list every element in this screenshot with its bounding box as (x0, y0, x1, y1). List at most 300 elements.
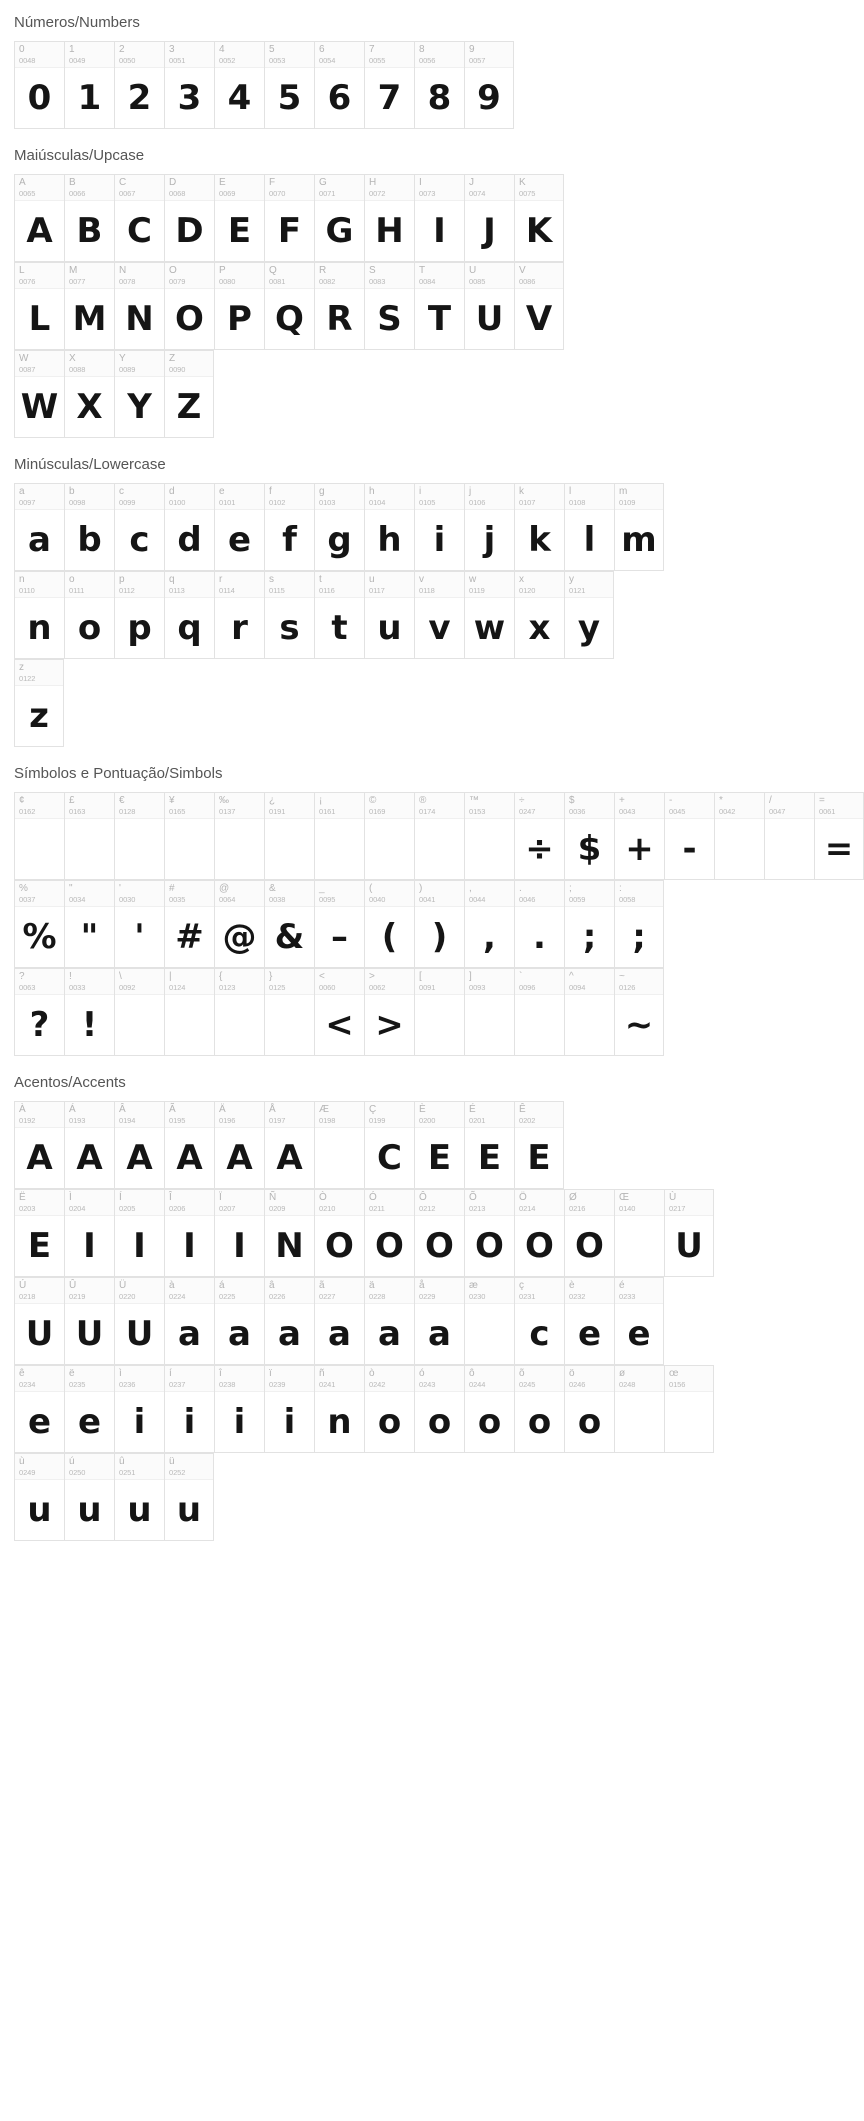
glyph-char-label: ä (369, 1280, 375, 1291)
glyph-meta (315, 263, 364, 289)
glyph-preview: O (425, 1226, 454, 1266)
glyph-cell[interactable] (414, 1101, 464, 1189)
glyph-preview (265, 995, 314, 1055)
glyph-cell[interactable] (364, 41, 414, 129)
glyph-cell[interactable] (214, 174, 264, 262)
glyph-preview: < (325, 1005, 354, 1045)
glyph-code-label: 0117 (369, 586, 385, 595)
glyph-row (14, 571, 614, 659)
glyph-cell[interactable] (364, 174, 414, 262)
glyph-preview: A (226, 1138, 253, 1178)
glyph-meta (315, 1190, 364, 1216)
glyph-cell[interactable] (114, 1453, 164, 1541)
glyph-char-label: u (369, 574, 375, 585)
glyph-meta (465, 42, 513, 68)
glyph-cell[interactable] (264, 262, 314, 350)
glyph-preview: E (477, 1138, 502, 1178)
glyph-code-label: 0073 (419, 189, 436, 198)
glyph-preview: $ (577, 829, 602, 869)
glyph-cell[interactable] (664, 1189, 714, 1277)
glyph-cell[interactable] (64, 1365, 114, 1453)
glyph-meta (315, 969, 364, 995)
glyph-preview: a (378, 1314, 401, 1354)
glyph-code-label: 0120 (519, 586, 536, 595)
glyph-meta (265, 572, 314, 598)
glyph-meta (265, 969, 314, 995)
glyph-cell[interactable] (114, 880, 164, 968)
glyph-char-label: € (119, 795, 125, 806)
glyph-preview: o (427, 1402, 452, 1442)
glyph-code-label: 0115 (269, 586, 285, 595)
glyph-char-label: Ú (19, 1280, 27, 1291)
glyph-meta (65, 881, 114, 907)
glyph-cell[interactable] (464, 41, 514, 129)
glyph-cell[interactable] (514, 1277, 564, 1365)
glyph-cell[interactable] (514, 1189, 564, 1277)
glyph-cell[interactable] (514, 262, 564, 350)
glyph-cell[interactable] (14, 1101, 64, 1189)
glyph-cell[interactable] (414, 792, 464, 880)
glyph-cell[interactable] (414, 968, 464, 1056)
glyph-cell[interactable] (414, 483, 464, 571)
glyph-code-label: 0230 (469, 1292, 486, 1301)
glyph-code-label: 0046 (519, 895, 536, 904)
glyph-cell[interactable] (164, 41, 214, 129)
glyph-meta (465, 1278, 514, 1304)
glyph-cell[interactable] (114, 1277, 164, 1365)
glyph-cell[interactable] (64, 1189, 114, 1277)
glyph-meta (465, 1102, 514, 1128)
glyph-cell[interactable] (364, 880, 414, 968)
glyph-cell[interactable] (514, 1365, 564, 1453)
glyph-grid (14, 1101, 703, 1541)
glyph-cell[interactable] (14, 880, 64, 968)
glyph-cell[interactable] (364, 483, 414, 571)
glyph-cell[interactable] (464, 792, 514, 880)
glyph-cell[interactable] (164, 262, 214, 350)
glyph-cell[interactable] (314, 880, 364, 968)
glyph-cell[interactable] (14, 1277, 64, 1365)
glyph-code-label: 0165 (169, 807, 186, 816)
glyph-cell[interactable] (314, 41, 364, 129)
glyph-cell[interactable] (14, 350, 64, 438)
glyph-cell[interactable] (464, 880, 514, 968)
glyph-cell[interactable] (264, 792, 314, 880)
glyph-cell[interactable] (214, 1277, 264, 1365)
glyph-cell[interactable] (14, 174, 64, 262)
glyph-cell[interactable] (214, 571, 264, 659)
glyph-code-label: 0224 (169, 1292, 186, 1301)
glyph-meta (465, 572, 514, 598)
glyph-cell[interactable] (214, 483, 264, 571)
glyph-meta (15, 572, 64, 598)
glyph-cell[interactable] (64, 1277, 114, 1365)
glyph-preview: C (127, 211, 152, 251)
glyph-cell[interactable] (614, 968, 664, 1056)
glyph-meta (315, 793, 364, 819)
glyph-cell[interactable] (364, 1365, 414, 1453)
glyph-cell[interactable] (264, 483, 314, 571)
glyph-cell[interactable] (314, 968, 364, 1056)
glyph-char-label: q (169, 574, 175, 585)
glyph-cell[interactable] (114, 792, 164, 880)
glyph-cell[interactable] (364, 968, 414, 1056)
glyph-cell[interactable] (214, 1189, 264, 1277)
glyph-cell[interactable] (414, 571, 464, 659)
glyph-meta (315, 1366, 364, 1392)
glyph-cell[interactable] (464, 968, 514, 1056)
glyph-cell[interactable] (114, 1365, 164, 1453)
glyph-char-label: $ (569, 795, 575, 806)
glyph-preview (615, 1216, 664, 1276)
glyph-char-label: . (519, 883, 522, 894)
glyph-cell[interactable] (114, 41, 164, 129)
glyph-cell[interactable] (514, 968, 564, 1056)
glyph-meta (465, 969, 514, 995)
glyph-cell[interactable] (164, 1453, 214, 1541)
glyph-preview: a (228, 1314, 251, 1354)
glyph-cell[interactable] (414, 880, 464, 968)
glyph-cell[interactable] (814, 792, 864, 880)
glyph-cell[interactable] (14, 1189, 64, 1277)
glyph-code-label: 0153 (469, 807, 486, 816)
glyph-preview: # (175, 917, 204, 957)
section-1 (0, 0, 661, 129)
glyph-cell[interactable] (614, 880, 664, 968)
glyph-cell[interactable] (164, 792, 214, 880)
glyph-char-label: # (169, 883, 175, 894)
glyph-meta (665, 793, 714, 819)
glyph-cell[interactable] (314, 792, 364, 880)
glyph-cell[interactable] (14, 41, 64, 129)
glyph-cell[interactable] (64, 174, 114, 262)
glyph-code-label: 0108 (569, 498, 586, 507)
glyph-preview: I (83, 1226, 96, 1266)
glyph-row (14, 41, 514, 129)
glyph-code-label: 0245 (519, 1380, 536, 1389)
glyph-cell[interactable] (464, 1277, 514, 1365)
glyph-cell[interactable] (564, 483, 614, 571)
glyph-cell[interactable] (364, 1277, 414, 1365)
glyph-preview (165, 995, 214, 1055)
glyph-cell[interactable] (264, 41, 314, 129)
glyph-cell[interactable] (64, 571, 114, 659)
glyph-cell[interactable] (564, 880, 614, 968)
glyph-cell[interactable] (264, 174, 314, 262)
glyph-code-label: 0033 (69, 983, 86, 992)
glyph-char-label: ú (69, 1456, 75, 1467)
glyph-cell[interactable] (314, 262, 364, 350)
glyph-char-label: _ (319, 883, 325, 894)
glyph-meta (415, 572, 464, 598)
glyph-code-label: 0075 (519, 189, 536, 198)
glyph-cell[interactable] (614, 1189, 664, 1277)
glyph-cell[interactable] (264, 968, 314, 1056)
glyph-cell[interactable] (164, 1365, 214, 1453)
glyph-cell[interactable] (114, 174, 164, 262)
glyph-cell[interactable] (164, 483, 214, 571)
glyph-char-label: c (119, 486, 124, 497)
glyph-cell[interactable] (414, 174, 464, 262)
glyph-code-label: 0241 (319, 1380, 336, 1389)
glyph-preview (315, 1128, 364, 1188)
glyph-char-label: { (219, 971, 223, 982)
glyph-cell[interactable] (164, 968, 214, 1056)
glyph-code-label: 0121 (569, 586, 586, 595)
glyph-cell[interactable] (764, 792, 814, 880)
glyph-cell[interactable] (514, 1101, 564, 1189)
glyph-char-label: Œ (619, 1192, 629, 1203)
glyph-preview: h (377, 520, 402, 560)
glyph-preview: u (176, 1490, 202, 1530)
glyph-code-label: 0091 (419, 983, 436, 992)
glyph-cell[interactable] (64, 350, 114, 438)
glyph-cell[interactable] (314, 483, 364, 571)
glyph-char-label: 9 (469, 44, 475, 55)
glyph-cell[interactable] (514, 571, 564, 659)
glyph-cell[interactable] (14, 483, 64, 571)
glyph-code-label: 0049 (69, 56, 86, 65)
glyph-cell[interactable] (414, 1189, 464, 1277)
glyph-cell[interactable] (264, 1189, 314, 1277)
glyph-char-label: > (369, 971, 375, 982)
glyph-preview: U (675, 1226, 703, 1266)
glyph-meta (15, 484, 64, 510)
glyph-cell[interactable] (464, 1189, 514, 1277)
glyph-meta (565, 1366, 614, 1392)
glyph-char-label: b (69, 486, 75, 497)
glyph-cell[interactable] (214, 262, 264, 350)
glyph-cell[interactable] (164, 174, 214, 262)
glyph-cell[interactable] (314, 1365, 364, 1453)
glyph-char-label: 0 (19, 44, 25, 55)
glyph-code-label: 0106 (469, 498, 486, 507)
glyph-cell[interactable] (464, 1365, 514, 1453)
glyph-cell[interactable] (214, 968, 264, 1056)
glyph-cell[interactable] (564, 968, 614, 1056)
glyph-cell[interactable] (214, 792, 264, 880)
glyph-cell[interactable] (264, 1365, 314, 1453)
glyph-row (14, 483, 664, 571)
glyph-char-label: @ (219, 883, 230, 894)
glyph-char-label: ` (519, 971, 523, 982)
glyph-cell[interactable] (214, 1101, 264, 1189)
glyph-cell[interactable] (164, 1101, 214, 1189)
glyph-meta (165, 1454, 213, 1480)
glyph-char-label: Í (119, 1192, 122, 1203)
glyph-cell[interactable] (364, 1189, 414, 1277)
glyph-cell[interactable] (264, 880, 314, 968)
glyph-cell[interactable] (464, 571, 514, 659)
glyph-cell[interactable] (114, 483, 164, 571)
glyph-preview: U (125, 1314, 154, 1354)
glyph-char-label: U (469, 265, 477, 276)
glyph-char-label: h (369, 486, 375, 497)
glyph-code-label: 0111 (69, 586, 85, 595)
glyph-cell[interactable] (64, 792, 114, 880)
glyph-cell[interactable] (614, 792, 664, 880)
glyph-char-label: Ç (369, 1104, 377, 1115)
glyph-cell[interactable] (214, 41, 264, 129)
glyph-code-label: 0090 (169, 365, 186, 374)
glyph-char-label: [ (419, 971, 422, 982)
glyph-cell[interactable] (414, 41, 464, 129)
glyph-cell[interactable] (214, 1365, 264, 1453)
glyph-row (14, 350, 214, 438)
glyph-char-label: Á (69, 1104, 76, 1115)
glyph-cell[interactable] (664, 1365, 714, 1453)
glyph-cell[interactable] (64, 1453, 114, 1541)
glyph-cell[interactable] (514, 792, 564, 880)
glyph-preview: a (428, 1314, 451, 1354)
glyph-cell[interactable] (164, 1277, 214, 1365)
glyph-cell[interactable] (64, 968, 114, 1056)
glyph-cell[interactable] (14, 262, 64, 350)
glyph-code-label: 0086 (519, 277, 536, 286)
glyph-code-label: 0217 (669, 1204, 686, 1213)
glyph-cell[interactable] (464, 262, 514, 350)
glyph-cell[interactable] (314, 1277, 364, 1365)
glyph-char-label: ñ (319, 1368, 325, 1379)
glyph-meta (115, 969, 164, 995)
glyph-meta (165, 175, 214, 201)
glyph-cell[interactable] (114, 1101, 164, 1189)
glyph-code-label: 0124 (169, 983, 186, 992)
glyph-meta (215, 793, 264, 819)
glyph-char-label: f (269, 486, 272, 497)
glyph-meta (415, 175, 464, 201)
glyph-cell[interactable] (314, 571, 364, 659)
glyph-char-label: - (669, 795, 673, 806)
glyph-cell[interactable] (414, 1277, 464, 1365)
glyph-code-label: 0104 (369, 498, 386, 507)
glyph-preview: M (72, 299, 107, 339)
glyph-char-label: ® (419, 795, 427, 806)
glyph-cell[interactable] (364, 571, 414, 659)
glyph-preview (465, 995, 514, 1055)
glyph-cell[interactable] (64, 483, 114, 571)
glyph-grid (14, 792, 854, 1056)
glyph-cell[interactable] (464, 483, 514, 571)
glyph-preview: o (77, 608, 102, 648)
glyph-cell[interactable] (264, 1277, 314, 1365)
glyph-cell[interactable] (14, 968, 64, 1056)
glyph-cell[interactable] (114, 968, 164, 1056)
glyph-cell[interactable] (364, 792, 414, 880)
glyph-cell[interactable] (514, 483, 564, 571)
glyph-preview: q (177, 608, 202, 648)
glyph-cell[interactable] (564, 792, 614, 880)
glyph-meta (65, 1102, 114, 1128)
glyph-cell[interactable] (514, 880, 564, 968)
glyph-cell[interactable] (664, 792, 714, 880)
glyph-cell[interactable] (364, 262, 414, 350)
glyph-char-label: œ (669, 1368, 679, 1379)
glyph-char-label: S (369, 265, 376, 276)
glyph-cell[interactable] (14, 571, 64, 659)
glyph-code-label: 0227 (319, 1292, 336, 1301)
glyph-cell[interactable] (114, 262, 164, 350)
glyph-cell[interactable] (64, 262, 114, 350)
glyph-meta (415, 1278, 464, 1304)
glyph-meta (165, 42, 214, 68)
glyph-code-label: 0206 (169, 1204, 186, 1213)
glyph-preview: n (327, 1402, 352, 1442)
glyph-cell[interactable] (14, 1365, 64, 1453)
glyph-cell[interactable] (164, 1189, 214, 1277)
glyph-cell[interactable] (14, 1453, 64, 1541)
glyph-cell[interactable] (564, 1365, 614, 1453)
glyph-cell[interactable] (564, 1277, 614, 1365)
glyph-meta (15, 175, 64, 201)
glyph-cell[interactable] (164, 571, 214, 659)
glyph-cell[interactable] (14, 792, 64, 880)
glyph-cell[interactable] (564, 571, 614, 659)
glyph-char-label: G (319, 177, 327, 188)
glyph-cell[interactable] (14, 659, 64, 747)
glyph-cell[interactable] (614, 1365, 664, 1453)
glyph-code-label: 0246 (569, 1380, 586, 1389)
glyph-meta (415, 1366, 464, 1392)
glyph-cell[interactable] (614, 483, 664, 571)
glyph-code-label: 0114 (219, 586, 235, 595)
glyph-meta (565, 484, 614, 510)
glyph-cell[interactable] (514, 174, 564, 262)
glyph-cell[interactable] (464, 174, 514, 262)
glyph-cell[interactable] (614, 1277, 664, 1365)
glyph-cell[interactable] (564, 1189, 614, 1277)
glyph-cell[interactable] (364, 1101, 414, 1189)
glyph-cell[interactable] (264, 571, 314, 659)
glyph-cell[interactable] (114, 1189, 164, 1277)
glyph-cell[interactable] (414, 262, 464, 350)
glyph-code-label: 0080 (219, 277, 236, 286)
glyph-cell[interactable] (314, 1101, 364, 1189)
glyph-cell[interactable] (64, 1101, 114, 1189)
glyph-cell[interactable] (714, 792, 764, 880)
glyph-preview: – (331, 917, 348, 957)
glyph-preview: O (575, 1226, 604, 1266)
glyph-cell[interactable] (114, 350, 164, 438)
glyph-preview: I (183, 1226, 196, 1266)
glyph-cell[interactable] (414, 1365, 464, 1453)
glyph-cell[interactable] (314, 174, 364, 262)
glyph-cell[interactable] (164, 350, 214, 438)
glyph-preview (615, 1392, 664, 1452)
glyph-cell[interactable] (214, 880, 264, 968)
glyph-code-label: 0095 (319, 895, 336, 904)
glyph-cell[interactable] (164, 880, 214, 968)
glyph-cell[interactable] (264, 1101, 314, 1189)
glyph-meta (365, 1190, 414, 1216)
glyph-cell[interactable] (314, 1189, 364, 1277)
glyph-meta (215, 1366, 264, 1392)
glyph-code-label: 0062 (369, 983, 386, 992)
glyph-cell[interactable] (464, 1101, 514, 1189)
glyph-cell[interactable] (114, 571, 164, 659)
glyph-char-label: 3 (169, 44, 175, 55)
glyph-code-label: 0207 (219, 1204, 236, 1213)
glyph-meta (265, 1190, 314, 1216)
glyph-code-label: 0055 (369, 56, 386, 65)
glyph-code-label: 0069 (219, 189, 236, 198)
glyph-preview: + (625, 829, 654, 869)
glyph-meta (565, 881, 614, 907)
glyph-cell[interactable] (64, 880, 114, 968)
glyph-cell[interactable] (64, 41, 114, 129)
glyph-meta (15, 1454, 64, 1480)
glyph-code-label: 0103 (319, 498, 336, 507)
